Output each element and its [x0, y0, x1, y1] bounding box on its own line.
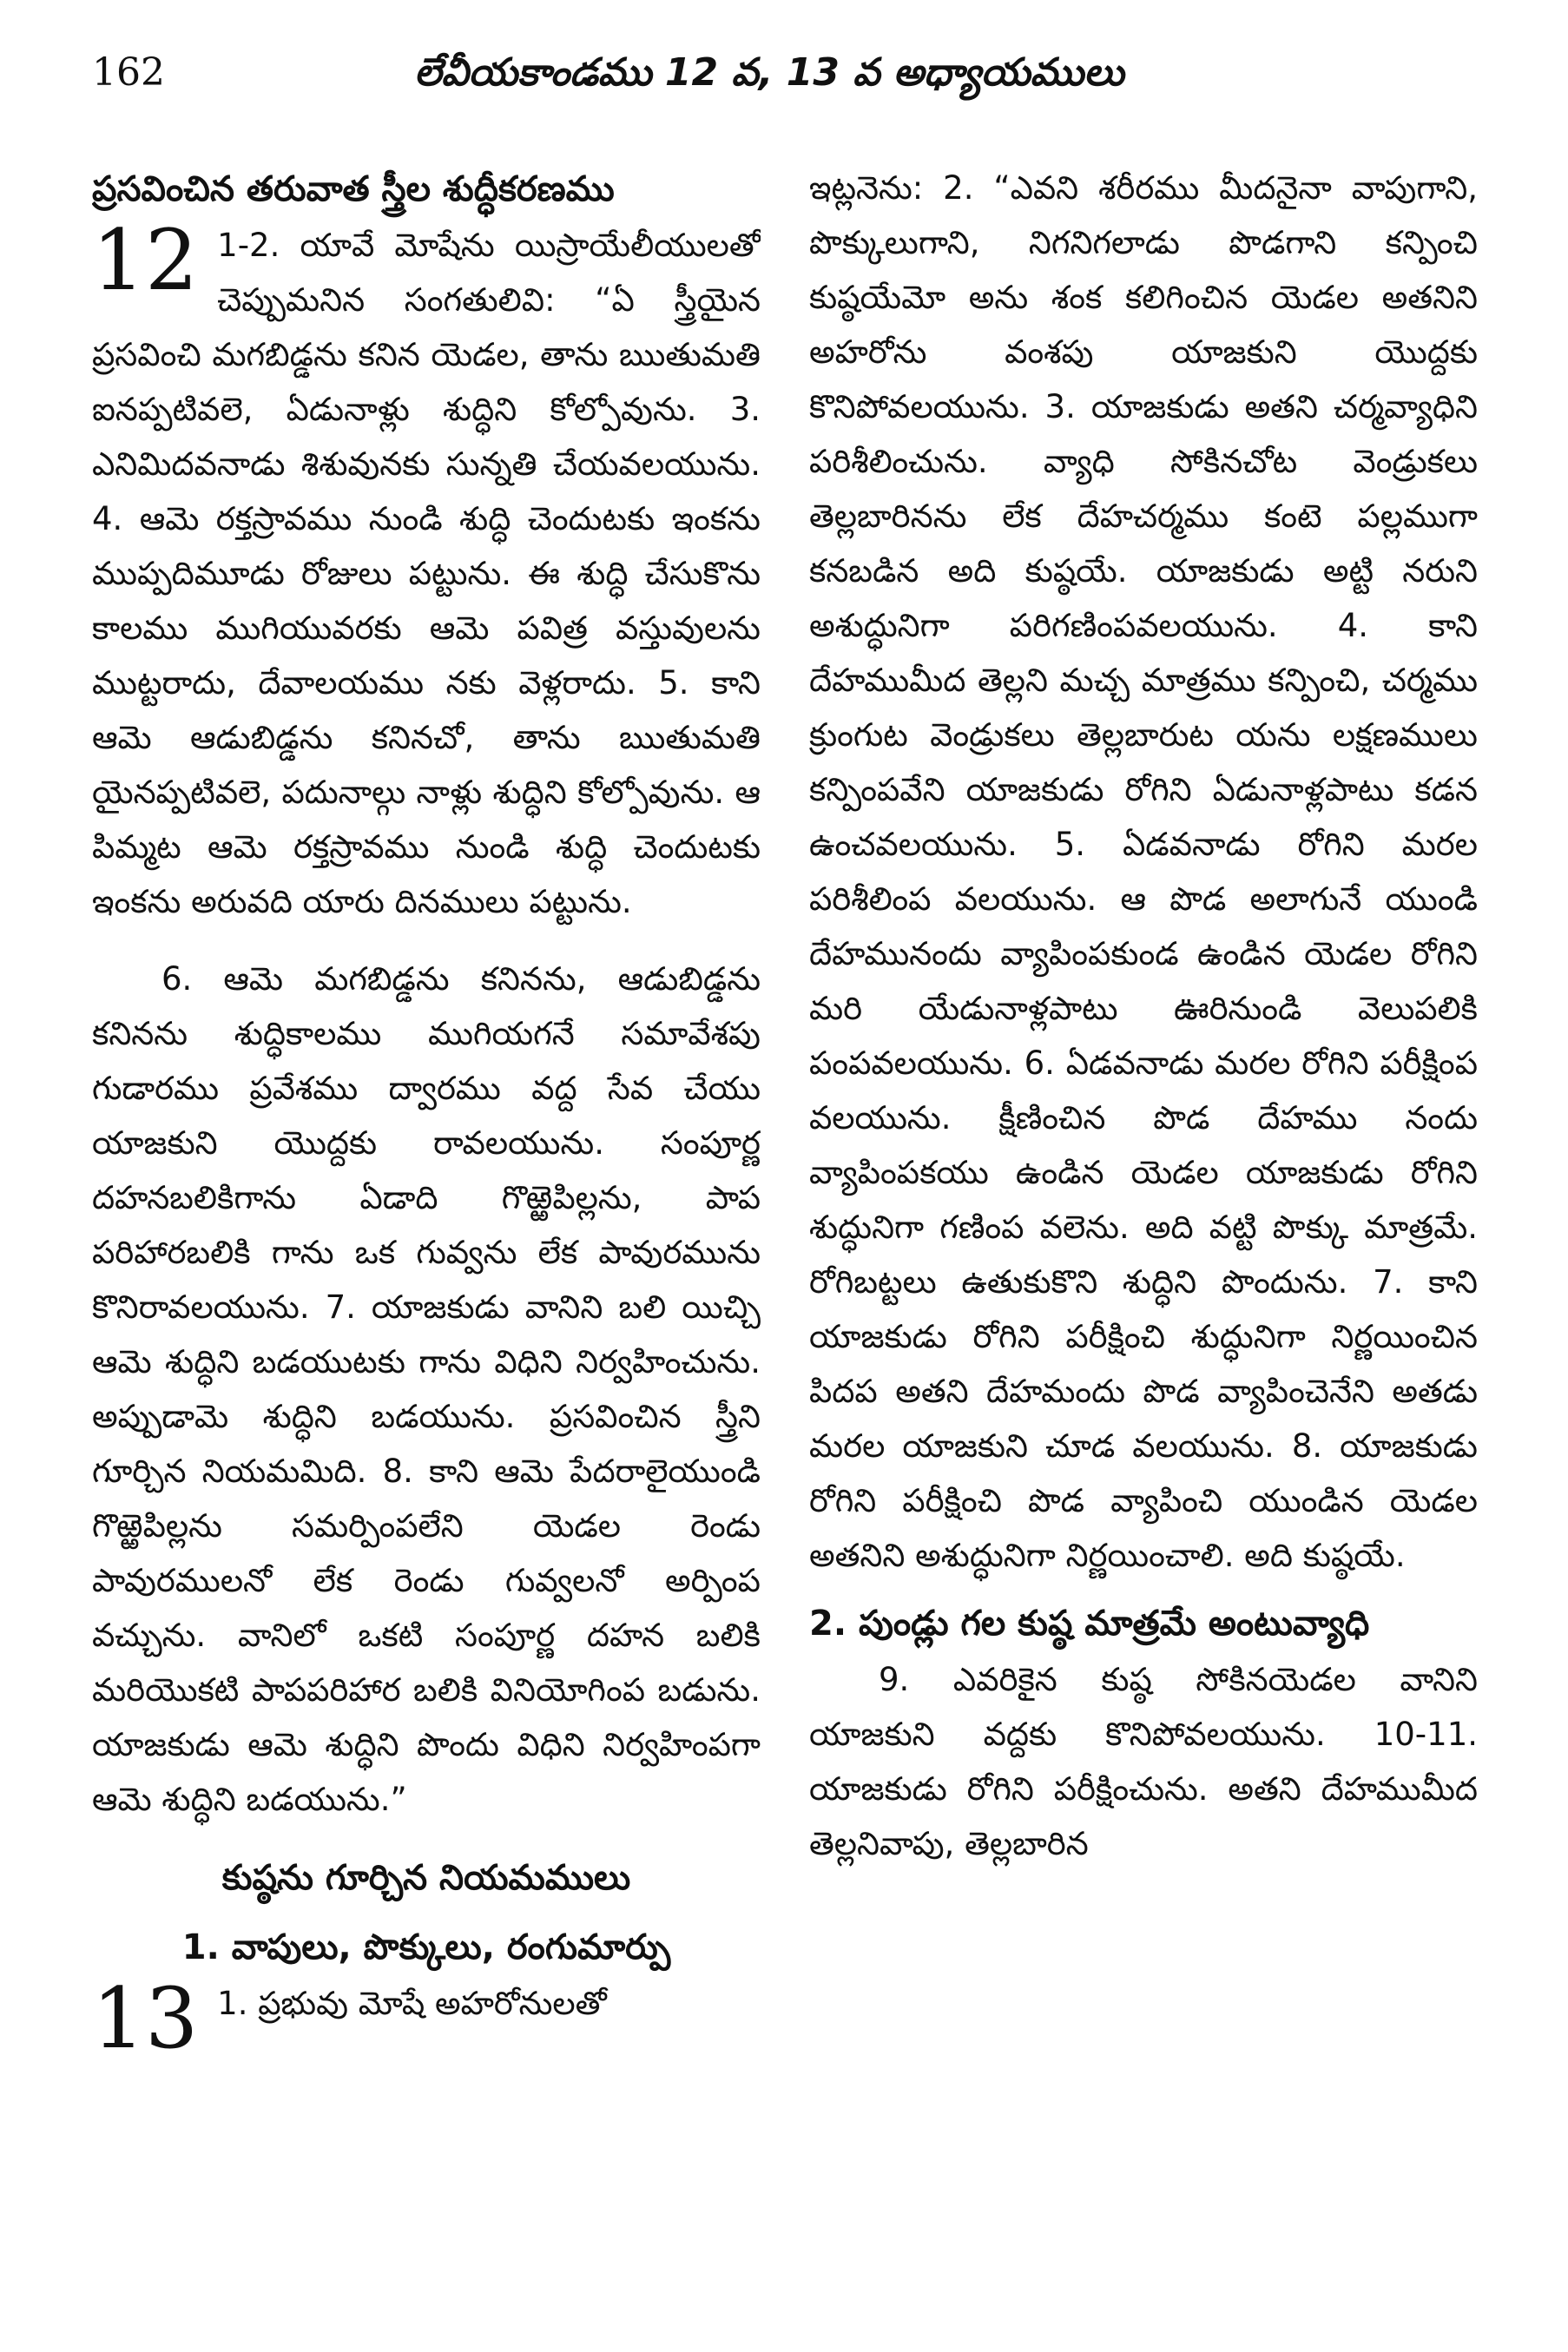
chapter-13-paragraph — [92, 1970, 761, 2067]
paragraph-verse-6: 6. ఆమె మగబిడ్డను కనినను, ఆడుబిడ్డను కనినను శుద్ధికాలము ముగియగనే సమావేశపు గుడారము ప్రవేశము ద్వారము వద్ద సేవ చేయు యాజకుని యొద్దకు రావలయును. సంపూర్ణ దహనబలికిగాను ఏడాది గొఱ్ఱెపిల్లను, పాప పరిహారబలికి గాను ఒక గువ్వను లేక పావురమును కొనిరావలయును. 7. యాజకుడు వానిని బలి యిచ్చి ఆమె శుద్ధిని బడయుటకు గాను విధిని నిర్వహించును. అప్పుడామె శుద్ధిని బడయును. ప్రసవించిన స్త్రీని గూర్చిన నియమమిది. 8. కాని ఆమె పేదరాలైయుండి గొఱ్ఱెపిల్లను సమర్పింపలేని యెడల రెండు పావురములనో లేక రెండు గువ్వలనో అర్పింప వచ్చును. వానిలో ఒకటి సంపూర్ణ దహన బలికి మరియొకటి పాపపరిహార బలికి వినియోగింప బడును. యాజకుడు ఆమె శుద్ధిని పొందు విధిని నిర్వహింపగా ఆమె శుద్ధిని బడయును.” — [92, 960, 761, 1818]
section-heading-leprosy-rules: కుష్ఠను గూర్చిన నియమములు — [221, 1858, 631, 1898]
page-header — [92, 50, 1446, 111]
subsection-heading-contagious: 2. పుండ్లు గల కుష్ఠ మాత్రమే అంటువ్యాధి — [809, 1604, 1370, 1644]
chapter-12-text: 1-2. యావే మోషేను యిస్రాయేలీయులతో చెప్పుమనిన సంగతులివి: “ఏ స్త్రీయైన ప్రసవించి మగబిడ్డను కనిన యెడల, తాను ఋతుమతి ఐనప్పటివలె, ఏడునాళ్లు శుద్ధిని కోల్పోవును. 3. ఎనిమిదవనాడు శిశువునకు సున్నతి చేయవలయును. 4. ఆమె రక్తస్రావము నుండి శుద్ధి చెందుటకు ఇంకను ముప్పదిమూడు రోజులు పట్టును. ఈ శుద్ధి చేసుకొను కాలము ముగియువరకు ఆమె పవిత్ర వస్తువులను ముట్టరాదు, దేవాలయము నకు వెళ్లరాదు. 5. కాని ఆమె ఆడుబిడ్డను కనినచో, తాను ఋతుమతి యైనప్పటివలె, పదునాల్గు నాళ్లు శుద్ధిని కోల్పోవును. ఆ పిమ్మట ఆమె రక్తస్రావము నుండి శుద్ధి చెందుటకు ఇంకను అరువది యారు దినములు పట్టును. — [92, 227, 761, 920]
left-column — [92, 161, 761, 2314]
chapter-number-12: 12 — [92, 212, 199, 309]
subsection-heading-swellings: 1. వాపులు, పొక్కులు, రంగుమార్పు — [181, 1927, 671, 1967]
page-number: 162 — [92, 50, 165, 95]
chapter-12-paragraph — [92, 212, 761, 929]
chapter-13-text: 1. ప్రభువు మోషే అహరోనులతో — [217, 1985, 607, 2022]
paragraph-verses-2-8: ఇట్లనెను: 2. “ఎవని శరీరము మీదనైనా వాపుగాని, పొక్కులుగాని, నిగనిగలాడు పొడగాని కన్పించి కుష్ఠయేమో అను శంక కలిగించిన యెడల అతనిని అహరోను వంశపు యాజకుని యొద్దకు కొనిపోవలయును. 3. యాజకుడు అతని చర్మవ్యాధిని పరిశీలించును. వ్యాధి సోకినచోట వెండ్రుకలు తెల్లబారినను లేక దేహచర్మము కంటె పల్లముగా కనబడిన అది కుష్ఠయే. యాజకుడు అట్టి నరుని అశుద్ధునిగా పరిగణింపవలయును. 4. కాని దేహముమీద తెల్లని మచ్చ మాత్రము కన్పించి, చర్మము క్రుంగుట వెండ్రుకలు తెల్లబారుట యను లక్షణములు కన్పింపవేని యాజకుడు రోగిని ఏడునాళ్లపాటు కడన ఉంచవలయును. 5. ఏడవనాడు రోగిని మరల పరిశీలింప వలయును. ఆ పొడ అలాగునే యుండి దేహమునందు వ్యాపింపకుండ ఉండిన యెడల రోగిని మరి యేడునాళ్లపాటు ఊరినుండి వెలుపలికి పంపవలయును. 6. ఏడవనాడు మరల రోగిని పరీక్షింప వలయును. క్షీణించిన పొడ దేహము నందు వ్యాపింపకయు ఉండిన యెడల యాజకుడు రోగిని శుద్ధునిగా గణింప వలెను. అది వట్టి పొక్కు మాత్రమే. రోగిబట్టలు ఉతుకుకొని శుద్ధిని పొందును. 7. కాని యాజకుడు రోగిని పరీక్షించి శుద్ధునిగా నిర్ణయించిన పిదప అతని దేహమందు పొడ వ్యాపించెనేని అతడు మరల యాజకుని చూడ వలయును. 8. యాజకుడు రోగిని పరీక్షించి పొడ వ్యాపించి యుండిన యెడల అతనిని అశుద్ధునిగా నిర్ణయించాలి. అది కుష్ఠయే. — [809, 169, 1478, 1574]
paragraph-verse-9: 9. ఎవరికైన కుష్ఠ సోకినయెడల వానిని యాజకుని వద్దకు కొనిపోవలయును. 10-11. యాజకుడు రోగిని పరీక్షించును. అతని దేహముమీద తెల్లనివాపు, తెల్లబారిన — [809, 1661, 1478, 1862]
section-heading-childbirth: ప్రసవించిన తరువాత స్త్రీల శుద్ధీకరణము — [92, 169, 615, 209]
chapter-number-13: 13 — [92, 1970, 199, 2067]
right-column — [809, 161, 1478, 2314]
running-head: లేవీయకాండము 12 వ, 13 వ అధ్యాయములు — [414, 50, 1124, 95]
